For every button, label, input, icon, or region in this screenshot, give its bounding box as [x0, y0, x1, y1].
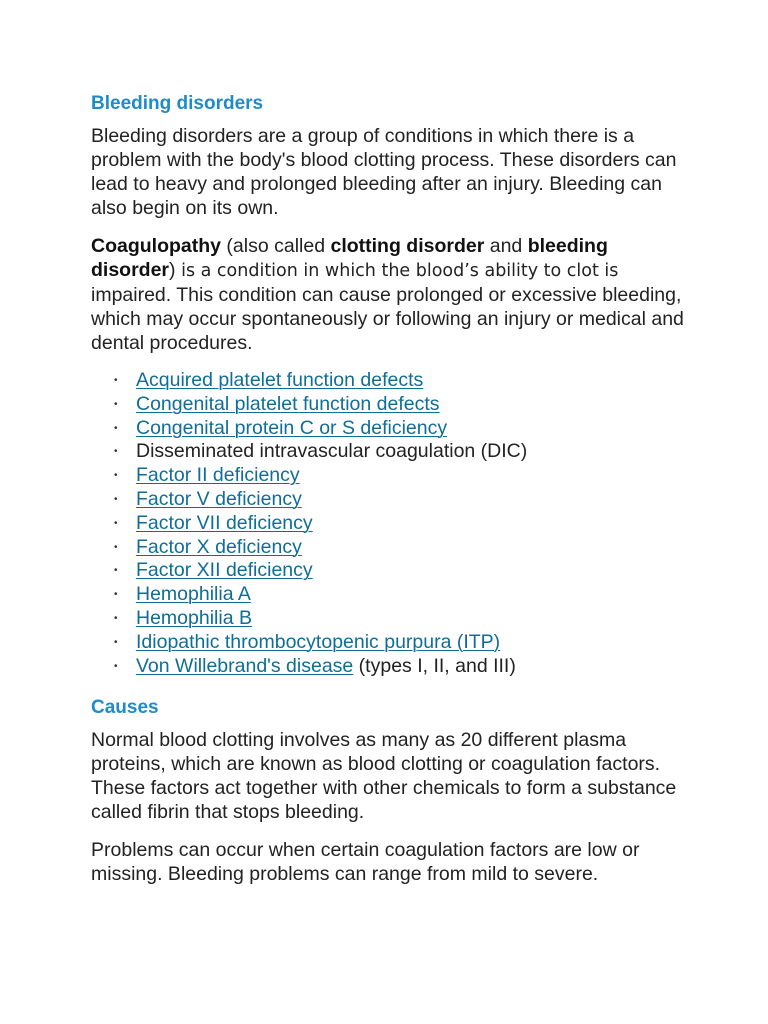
disorder-link[interactable]: Factor VII deficiency — [136, 511, 313, 534]
bullet-icon: • — [114, 565, 118, 577]
list-item — [114, 512, 688, 536]
term-clotting-disorder: clotting disorder — [330, 235, 485, 257]
disorder-link[interactable]: Congenital platelet function defects — [136, 392, 440, 415]
bullet-icon: • — [114, 398, 118, 410]
list-item — [114, 559, 688, 583]
bullet-icon: • — [114, 660, 118, 672]
bullet-icon: • — [114, 446, 118, 458]
intro-paragraph: Bleeding disorders are a group of conditions in which there is a problem with the body's blood clotting process. These disorders can lead to heavy and prolonged bleeding after an injury. Bleeding can also begin on its own. — [91, 125, 677, 219]
list-item — [114, 440, 688, 464]
disorder-link[interactable]: Factor V deficiency — [136, 487, 302, 510]
disorder-link[interactable]: Congenital protein C or S deficiency — [136, 416, 448, 439]
list-item — [114, 583, 688, 607]
definition-text: (also called — [221, 235, 331, 257]
disorder-link[interactable]: Hemophilia B — [136, 606, 252, 629]
disorder-link[interactable]: Factor XII deficiency — [136, 559, 313, 582]
list-item — [114, 488, 688, 512]
list-item — [114, 631, 688, 655]
list-item — [114, 655, 688, 679]
disorder-list — [91, 369, 688, 678]
term-bleeding-disorder: bleeding disorder — [91, 235, 608, 281]
list-item — [114, 417, 688, 441]
list-item — [114, 536, 688, 560]
causes-paragraph: Normal blood clotting involves as many as 20 different plasma proteins, which are known as blood clotting or coagulation factors. These factors act together with other chemicals to form a substance called fibrin that stops bleeding. — [91, 729, 677, 824]
definition-text: impaired. This condition can cause prolonged or excessive bleeding, which may occur spontaneously or following an injury or medical and dental procedures. — [91, 284, 684, 354]
definition-text: is a condition in which the blood’s ability to clot is — [175, 261, 619, 281]
list-item — [114, 393, 688, 417]
bullet-icon: • — [114, 612, 118, 624]
bullet-icon: • — [114, 470, 118, 482]
disorder-label: Disseminated intravascular coagulation (DIC) — [136, 440, 528, 463]
list-item — [114, 464, 688, 488]
bullet-icon: • — [114, 375, 118, 386]
list-item — [114, 607, 688, 631]
bullet-icon: • — [114, 422, 118, 434]
disorder-link[interactable]: Idiopathic thrombocytopenic purpura (ITP) — [136, 630, 501, 653]
bullet-icon: • — [114, 636, 118, 648]
disorder-link[interactable]: Acquired platelet function defects — [136, 369, 424, 391]
definition-paragraph — [91, 234, 688, 355]
section-heading-causes: Causes — [91, 697, 159, 719]
section-heading-bleeding-disorders: Bleeding disorders — [91, 93, 264, 114]
bullet-icon: • — [114, 589, 118, 601]
causes-paragraph-2: Problems can occur when certain coagulation factors are low or missing. Bleeding problems can range from mild to severe. — [91, 839, 640, 886]
disorder-link[interactable]: Factor X deficiency — [136, 535, 302, 558]
bullet-icon: • — [114, 493, 118, 505]
bullet-icon: • — [114, 541, 118, 553]
disorder-note: (types I, II, and III) — [353, 654, 516, 677]
term-coagulopathy: Coagulopathy — [91, 235, 221, 257]
disorder-link[interactable]: Von Willebrand's disease — [136, 654, 354, 677]
disorder-link[interactable]: Factor II deficiency — [136, 464, 300, 487]
definition-text: ) — [169, 259, 176, 281]
list-item — [114, 369, 688, 393]
disorder-link[interactable]: Hemophilia A — [136, 583, 251, 606]
definition-text: and — [484, 235, 528, 257]
bullet-icon: • — [114, 517, 118, 529]
